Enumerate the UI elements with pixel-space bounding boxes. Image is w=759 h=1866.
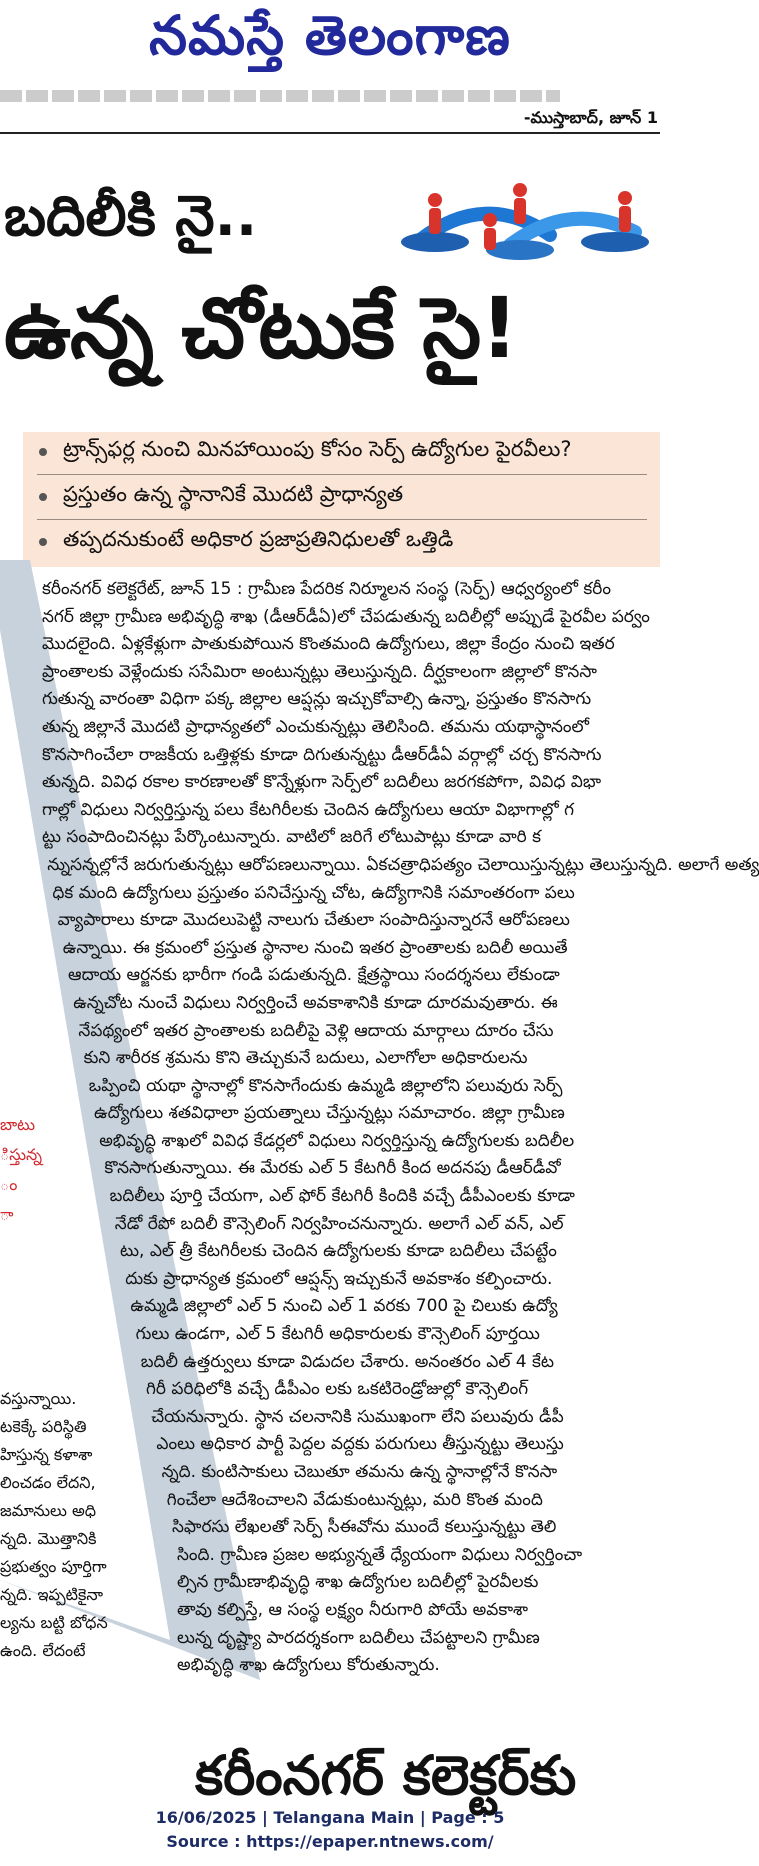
next-article-headline: కరీంనగర్ కలెక్టర్‌కు (195, 1744, 577, 1807)
fragment-line: న్నది. ఇప్పటికైనా (0, 1585, 103, 1604)
article-line: ధిక మంది ఉద్యోగులు ప్రస్తుతం పనిచేస్తున్న చోట, ఉద్యోగానికి సమాంతరంగా పలు (52, 882, 575, 903)
article-line: గాల్లో విధులు నిర్వర్తిస్తున్న పలు కేటగిరీలకు చెందిన ఉద్యోగులు ఆయా విభాగాల్లో గ (42, 799, 575, 820)
article-line: బదిలీలు పూర్తి చేయగా, ఎల్ ఫోర్ కేటగిరీ కిందికి వచ్చే డీపీఎంలకు కూడా (109, 1186, 575, 1207)
fragment-line: ా (0, 1205, 14, 1224)
article-line: ల్సిన గ్రామీణాభివృద్ధి శాఖ ఉద్యోగుల బదిలీల్లో పైరవీలకు (177, 1572, 539, 1593)
article-line: టు, ఎల్ త్రీ కేటగిరీలకు చెందిన ఉద్యోగులకు కూడా బదిలీలు చేపట్టేం (120, 1241, 557, 1262)
previous-article-strip (0, 84, 660, 134)
fragment-line: వస్తున్నాయి. (0, 1389, 77, 1408)
highlights-box (23, 432, 660, 567)
article-line: గిరీ పరిధిలోకి వచ్చే డీపీఎం లకు ఒకటిరెండ్రోజుల్లో కౌన్సెలింగ్ (146, 1379, 529, 1400)
footer-source: Source : https://epaper.ntnews.com/ (166, 1832, 494, 1851)
article-line: సిఫారసు లేఖలతో సెర్ప్ సీఈవోను ముందే కలుస్తున్నట్టు తెలి (172, 1517, 557, 1538)
article-line: లున్న దృష్ట్యా పారదర్శకంగా బదిలీలు చేపట్టాలని గ్రామీణ (177, 1627, 540, 1648)
article-line: ఆదాయ ఆర్జనకు భారీగా గండి పడుతున్నది. క్షేత్రస్థాయి సందర్శనలు లేకుండా (68, 965, 560, 986)
fragment-line: హిస్తున్న కళాశా (0, 1445, 93, 1464)
masthead (0, 0, 660, 84)
article-line: ఉద్యోగులు శతవిధాలా ప్రయత్నాలు చేస్తున్నట్లు సమాచారం. జిల్లా గ్రామీణ (94, 1103, 565, 1124)
highlight-item (39, 477, 403, 517)
article-line: చేయనున్నారు. స్థాన చలనానికి సుముఖంగా లేని పలువురు డీపీ (151, 1406, 564, 1427)
headline-line-1: బదిలీకి నై.. (4, 184, 258, 249)
article-line: సింది. గ్రామీణ ప్రజల అభ్యున్నతే ధ్యేయంగా విధులు నిర్వర్తించా (177, 1544, 583, 1565)
highlight-text: తప్పదనుకుంటే అధికార ప్రజాప్రతినిధులతో ఒత్తిడి (63, 527, 454, 551)
fragment-line: ఉంది. లేదంటే (0, 1641, 86, 1660)
footer-edition: 16/06/2025 | Telangana Main | Page : 5 (155, 1808, 505, 1827)
fragment-line: ిస్తున్న (0, 1145, 43, 1164)
article-line: న్నుసన్నల్లోనే జరుగుతున్నట్లు ఆరోపణలున్నాయి. ఏకచత్రాధిపత్యం చెలాయిస్తున్నట్లు తెలుస్తున్నది. అలాగే అత్య (47, 854, 759, 875)
fragment-line: ల్యను బట్టి బోధన (0, 1613, 108, 1632)
article-line: వ్యాపారాలు కూడా మొదలుపెట్టి నాలుగు చేతులా సంపాదిస్తున్నారనే ఆరోపణలు (57, 910, 570, 931)
divider (37, 474, 647, 475)
article-line: ఎంలు అధికార పార్టీ పెద్దల వద్దకు పరుగులు తీస్తున్నట్టు తెలుస్తు (156, 1434, 564, 1455)
article-line: నేడో రేపో బదిలీ కౌన్సెలింగ్ నిర్వహించనున్నారు. అలాగే ఎల్ వన్, ఎల్ (114, 1213, 564, 1234)
fragment-line: జమానులు అధి (0, 1501, 97, 1520)
fragment-line: లించడం లేదని, (0, 1473, 96, 1492)
divider (37, 519, 647, 520)
masthead-title: నమస్తే తెలంగాణ (149, 3, 511, 67)
article-line: ఉన్నచోట నుంచే విధులు నిర్వర్తించే అవకాశానికి కూడా దూరమవుతారు. ఈ (73, 992, 558, 1013)
article-line: బదిలీ ఉత్తర్వులు కూడా విడుదల చేశారు. అనంతరం ఎల్ 4 కేట (140, 1351, 555, 1372)
article-line: గించేలా ఆదేశించాలని వేడుకుంటున్నట్లు, మరి కొంత మంది (166, 1489, 543, 1510)
article-line: తున్నది. వివిధ రకాల కారణాలతో కొన్నేళ్లుగా సెర్ప్‌లో బదిలీలు జరగకపోగా, వివిధ విభా (42, 772, 602, 793)
article-line: కరీంనగర్ కలెక్టరేట్, జూన్ 15 : గ్రామీణ పేదరిక నిర్మూలన సంస్థ (సెర్ప్) ఆధ్వర్యంలో కరీం (42, 579, 611, 599)
highlight-item (39, 522, 453, 562)
fragment-line: బాటు (0, 1115, 36, 1134)
article-line: అభివృద్ధి శాఖ ఉద్యోగులు కోరుతున్నారు. (177, 1655, 440, 1676)
highlight-text: ప్రస్తుతం ఉన్న స్థానానికే మొదటి ప్రాధాన్యత (63, 482, 404, 506)
article-line: తున్న జిల్లానే మొదటి ప్రాధాన్యతలో ఎంచుకున్నట్లు తెలిసింది. తమను యథాస్థానంలో (42, 716, 589, 737)
article-line: అభివృద్ధి శాఖలో వివిధ కేడర్లలో విధులు నిర్వర్తిస్తున్న ఉద్యోగులకు బదిలీల (99, 1130, 575, 1151)
highlight-item (39, 432, 572, 472)
article-line: దుకు ప్రాధాన్యత క్రమంలో ఆప్షన్స్ ఇచ్చుకునే అవకాశం కల్పించారు. (125, 1268, 553, 1289)
article-line: నగర్ జిల్లా గ్రామీణ అభివృద్ధి శాఖ (డీఆర్‌డీఏ)లో చేపడుతున్న బదిలీల్లో అప్పుడే పైరవీల పర్వం (42, 606, 650, 627)
bullet-icon (39, 538, 47, 546)
bullet-icon (39, 493, 47, 501)
article-line: ఉన్నాయి. ఈ క్రమంలో ప్రస్తుత స్థానాల నుంచి ఇతర ప్రాంతాలకు బదిలీ అయితే (62, 937, 568, 958)
headline-line-2: ఉన్న చోటుకే సై! (4, 279, 518, 377)
article-line: ఒప్పించి యథా స్థానాల్లో కొనసాగేందుకు ఉమ్మడి జిల్లాలోని పలువురు సెర్ప్ (88, 1075, 563, 1096)
page-footer (0, 1806, 660, 1854)
highlight-text: ట్రాన్స్‌ఫర్ల నుంచి మినహాయింపు కోసం సెర్ప్ ఉద్యోగుల పైరవీలు? (63, 437, 572, 461)
article-body (42, 576, 759, 1686)
article-line: కొనసాగించేలా రాజకీయ ఒత్తిళ్లకు కూడా దిగుతున్నట్టు డీఆర్‌డీఏ వర్గాల్లో చర్చ కొనసాగు (42, 744, 602, 765)
article-line: ఉమ్మడి జిల్లాలో ఎల్ 5 నుంచి ఎల్ 1 వరకు 700 పై చిలుకు ఉద్యో (130, 1296, 558, 1317)
bullet-icon (39, 448, 47, 456)
article-line: న్నది. కుంటిసాకులు చెబుతూ తమను ఉన్న స్థానాల్లోనే కొనసా (161, 1462, 558, 1482)
article-line: గులు ఉండగా, ఎల్ 5 కేటగిరీ అధికారులకు కౌన్సెలింగ్ పూర్తయి (135, 1324, 540, 1345)
article-line: తావు కల్పిస్తే, ఆ సంస్థ లక్ష్యం నీరుగారి పోయే అవకాశా (177, 1599, 529, 1620)
article-line: కొనసాగుతున్నాయి. ఈ మేరకు ఎల్ 5 కేటగిరీ కింద అదనపు డీఆర్‌డీవో (104, 1158, 561, 1179)
article-line: ట్టు సంపాదించినట్లు పేర్కొంటున్నారు. వాటిలో జరిగే లోటుపాట్లు కూడా వారి క (42, 827, 542, 848)
fragment-line: టకెక్కే పరిస్థితి (0, 1417, 87, 1436)
fragment-line: న్నది. మొత్తానికి (0, 1529, 97, 1548)
article-line: కుని శారీరక శ్రమను కొని తెచ్చుకునే బదులు, ఎలాగోలా అధికారులను (83, 1048, 528, 1069)
article-line: గుతున్న వారంతా విధిగా పక్క జిల్లాల ఆప్షన్లు ఇచ్చుకోవాల్సి ఉన్నా, ప్రస్తుతం కొనసాగు (42, 689, 592, 710)
article-line: ప్రాంతాలకు వెళ్లేందుకు ససేమిరా అంటున్నట్లు తెలుస్తున్నది. దీర్ఘకాలంగా జిల్లాలో కొనసా (42, 661, 597, 682)
cut-off-text (0, 90, 560, 102)
fragment-line: ం (0, 1175, 18, 1194)
transfer-people-illustration (390, 170, 660, 270)
article-line: మొదలైంది. ఏళ్లకేళ్లుగా పాతుకుపోయిన కొంతమంది ఉద్యోగులు, జిల్లా కేంద్రం నుంచి ఇతర (42, 634, 615, 655)
article-line: నేపథ్యంలో ఇతర ప్రాంతాలకు బదిలీపై వెళ్లి ఆదాయ మార్గాలు దూరం చేసు (78, 1020, 554, 1041)
dateline: -ముస్తాబాద్, జూన్ 1 (523, 108, 658, 127)
fragment-line: ప్రభుత్వం పూర్తిగా (0, 1557, 107, 1576)
